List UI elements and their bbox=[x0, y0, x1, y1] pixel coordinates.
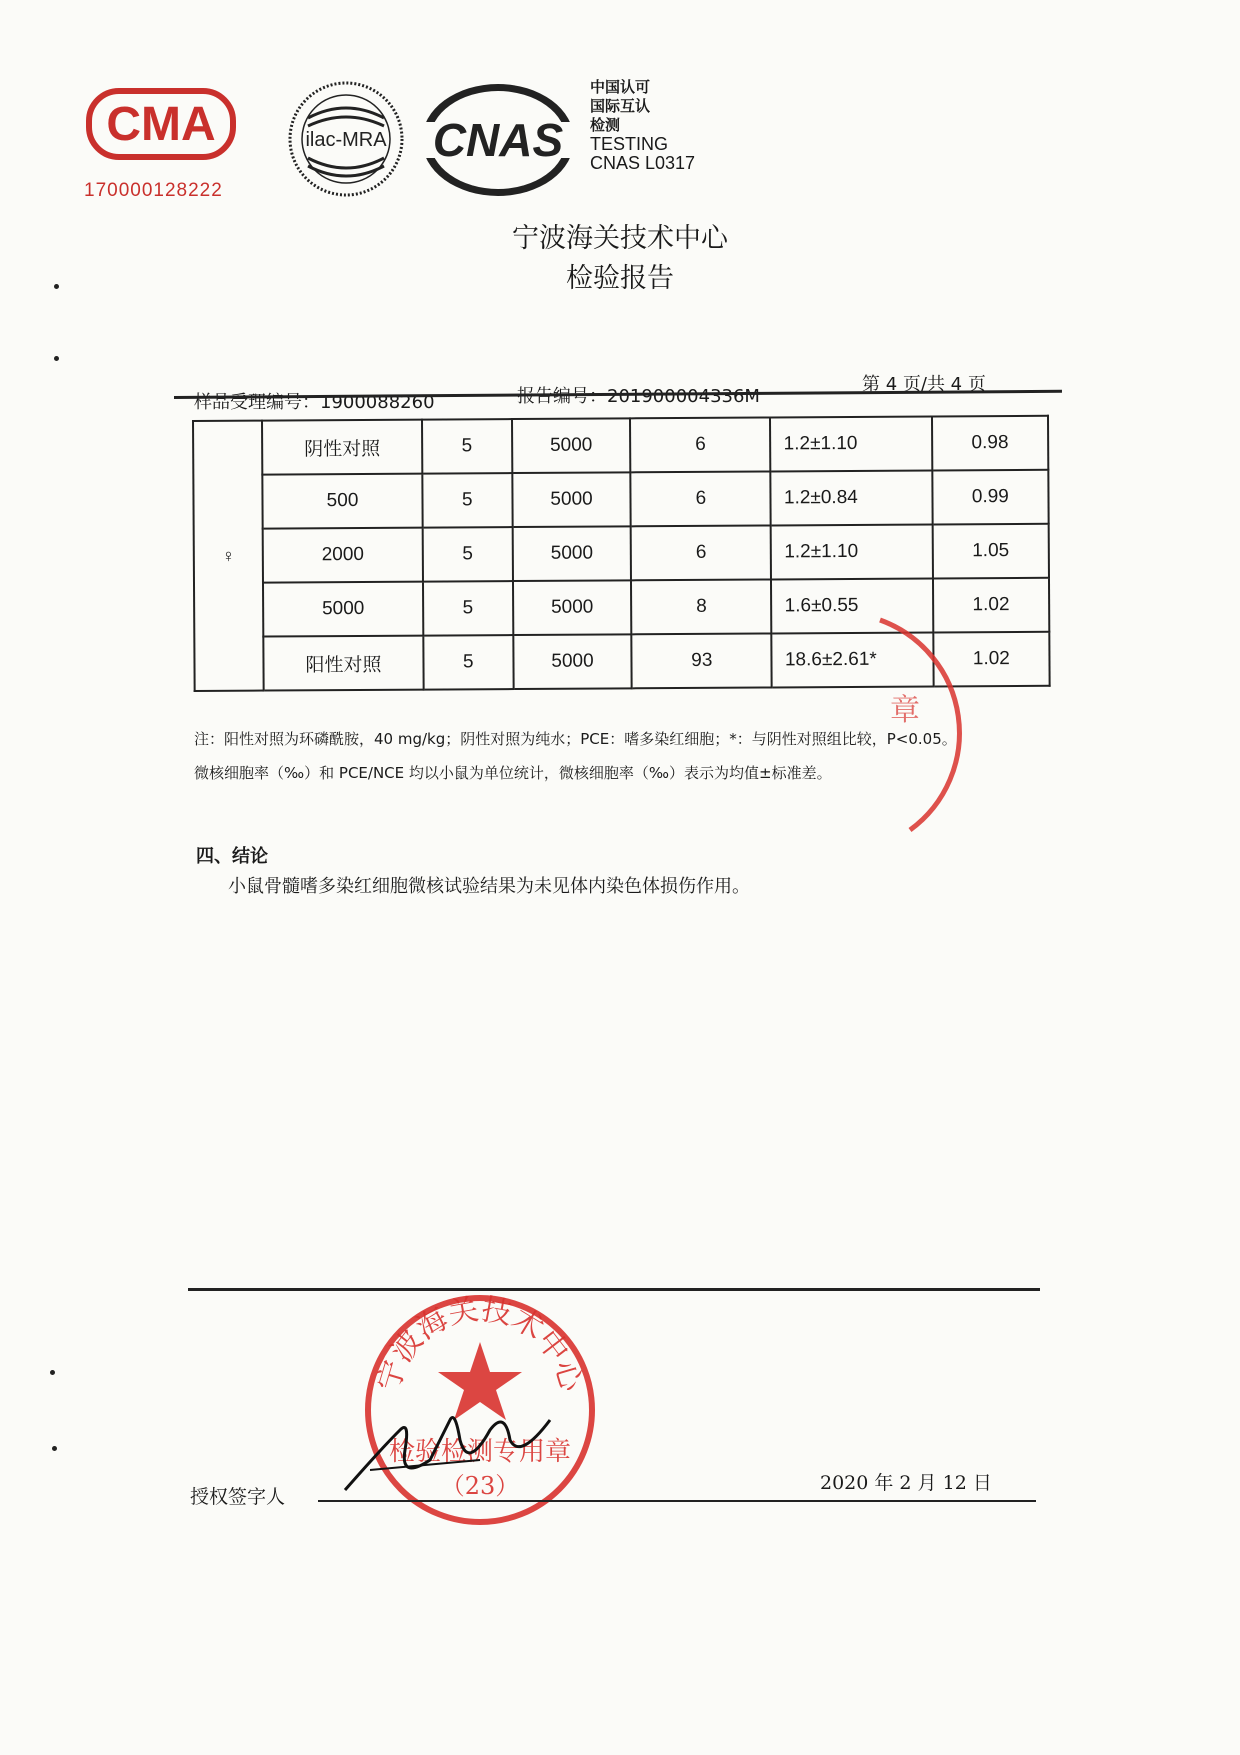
cnas-mark-text: CNAS bbox=[432, 114, 564, 166]
ratio-cell: 1.05 bbox=[932, 524, 1049, 579]
group-cell: 2000 bbox=[263, 528, 423, 583]
table-row bbox=[194, 524, 1049, 583]
pce-count-cell: 5000 bbox=[513, 580, 632, 635]
micronucleus-count-cell: 8 bbox=[631, 579, 772, 634]
report-number: 报告编号：201900004336M bbox=[517, 386, 760, 407]
micronucleus-count-cell: 6 bbox=[631, 525, 772, 580]
table-row bbox=[193, 416, 1048, 475]
animals-cell: 5 bbox=[422, 527, 513, 582]
margin-dot bbox=[50, 1370, 55, 1375]
seal-text-num: （23） bbox=[440, 1472, 520, 1500]
animals-cell: 5 bbox=[422, 419, 513, 474]
ratio-cell: 0.98 bbox=[932, 416, 1049, 471]
table-note: 微核细胞率（‰）和 PCE/NCE 均以小鼠为单位统计，微核细胞率（‰）表示为均值±标准差。 bbox=[194, 764, 832, 782]
seal-text-mid: 检验检测专用章 bbox=[388, 1437, 572, 1467]
cnas-line: 检测 bbox=[590, 117, 621, 134]
animals-cell: 5 bbox=[423, 635, 514, 690]
animals-cell: 5 bbox=[422, 473, 513, 528]
table-note: 注：阳性对照为环磷酰胺，40 mg/kg；阴性对照为纯水；PCE：嗜多染红细胞；*：与阴性对照组比较，P<0.05。 bbox=[194, 730, 957, 748]
signature-section-rule bbox=[188, 1288, 1040, 1291]
micronucleus-rate-cell: 1.2±0.84 bbox=[771, 470, 933, 525]
cnas-accreditation-text bbox=[590, 78, 695, 173]
micronucleus-rate-cell: 1.2±1.10 bbox=[770, 416, 932, 471]
signature-line bbox=[318, 1500, 1036, 1502]
cnas-line: CNAS L0317 bbox=[590, 153, 696, 173]
conclusion-heading: 四、结论 bbox=[196, 846, 268, 867]
margin-dot bbox=[52, 1446, 57, 1451]
ratio-cell: 0.99 bbox=[932, 470, 1049, 525]
table-row bbox=[193, 470, 1048, 529]
cma-logo bbox=[86, 88, 236, 160]
sex-cell: ♀ bbox=[193, 421, 264, 691]
margin-dot bbox=[54, 284, 59, 289]
animals-cell: 5 bbox=[423, 581, 514, 636]
svg-text:章: 章 bbox=[890, 693, 920, 728]
micronucleus-rate-cell: 1.2±1.10 bbox=[771, 524, 933, 579]
micronucleus-rate-cell: 18.6±2.61* bbox=[772, 632, 934, 687]
cnas-logo bbox=[418, 80, 578, 200]
pce-count-cell: 5000 bbox=[513, 526, 632, 581]
cnas-line: TESTING bbox=[590, 134, 669, 154]
micronucleus-count-cell: 93 bbox=[632, 633, 773, 688]
group-cell: 500 bbox=[263, 474, 423, 529]
authorized-signatory-label: 授权签字人 bbox=[190, 1486, 286, 1508]
micronucleus-rate-cell: 1.6±0.55 bbox=[771, 578, 933, 633]
group-cell: 阴性对照 bbox=[262, 420, 422, 475]
document-title: 检验报告 bbox=[566, 263, 674, 294]
organization-name: 宁波海关技术中心 bbox=[512, 223, 728, 254]
pce-count-cell: 5000 bbox=[513, 634, 632, 689]
sample-number: 样品受理编号：1900088260 bbox=[194, 392, 435, 413]
group-cell: 5000 bbox=[263, 582, 423, 637]
seal-text-top: 宁波海关技术中心 bbox=[371, 1292, 589, 1396]
page-number: 第 4 页/共 4 页 bbox=[862, 374, 986, 395]
cma-mark-text: CMA bbox=[106, 98, 216, 151]
micronucleus-count-cell: 6 bbox=[630, 417, 771, 472]
margin-dot bbox=[54, 356, 59, 361]
cnas-line: 国际互认 bbox=[590, 98, 651, 115]
handwritten-signature bbox=[340, 1390, 570, 1500]
ilac-mark-text: ilac-MRA bbox=[305, 129, 387, 151]
conclusion-text: 小鼠骨髓嗜多染红细胞微核试验结果为未见体内染色体损伤作用。 bbox=[228, 876, 750, 897]
cma-number: 170000128222 bbox=[84, 180, 223, 201]
ratio-cell: 1.02 bbox=[933, 632, 1050, 687]
micronucleus-count-cell: 6 bbox=[631, 471, 772, 526]
signature-date: 2020 年 2 月 12 日 bbox=[820, 1472, 992, 1494]
cnas-line: 中国认可 bbox=[590, 79, 651, 96]
ilac-logo bbox=[286, 78, 406, 200]
group-cell: 阳性对照 bbox=[264, 636, 424, 691]
ratio-cell: 1.02 bbox=[933, 578, 1050, 633]
pce-count-cell: 5000 bbox=[512, 418, 631, 473]
pce-count-cell: 5000 bbox=[512, 472, 631, 527]
partial-seal-stamp bbox=[820, 600, 980, 850]
